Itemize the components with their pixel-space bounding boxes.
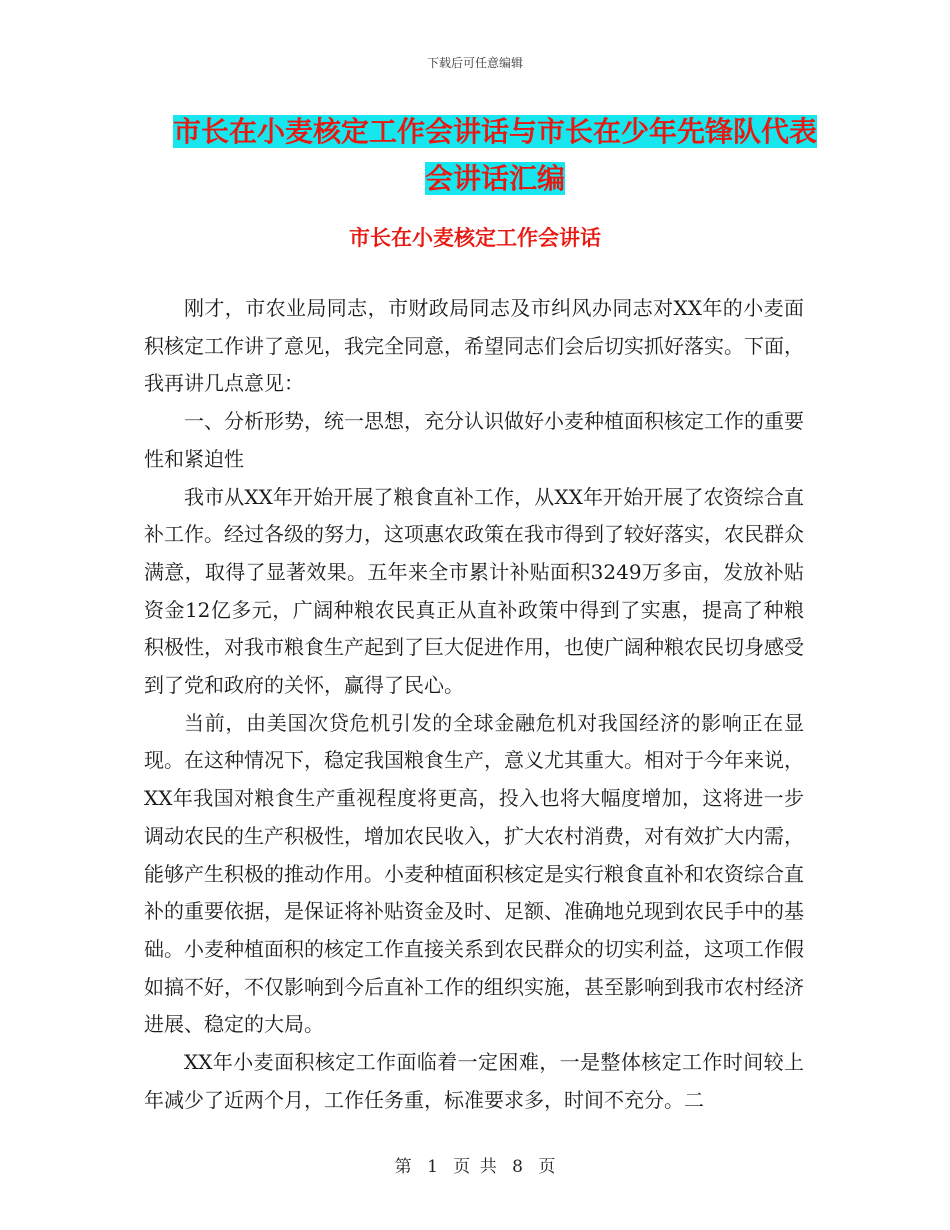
paragraph: 我市从XX年开始开展了粮食直补工作，从XX年开始开展了农资综合直补工作。经过各级的努力，这项惠农政策在我市得到了较好落实，农民群众满意，取得了显著效果。五年来全市累计补贴面积3249万多亩，发放补贴资金12亿多元，广阔种粮农民真正从直补政策中得到了实惠，提高了种粮积极性，对我市粮食生产起到了巨大促进作用，也使广阔种粮农民切身感受到了党和政府的关怀，赢得了民心。 [144, 484, 804, 698]
header-note: 下载后可任意编辑 [426, 56, 523, 70]
page-label-mid: 页 共 [453, 1157, 497, 1177]
document-title-line-2: 会讲话汇编 [424, 162, 565, 195]
paragraph: 刚才，市农业局同志，市财政局同志及市纠风办同志对XX年的小麦面积核定工作讲了意见，我完全同意，希望同志们会后切实抓好落实。下面，我再讲几点意见： [144, 296, 804, 396]
document-title-line-1: 市长在小麦核定工作会讲话与市长在少年先锋队代表 [172, 115, 817, 148]
paragraph: 一、分析形势，统一思想，充分认识做好小麦种植面积核定工作的重要性和紧迫性 [144, 409, 804, 471]
section-title: 市长在小麦核定工作会讲话 [349, 225, 601, 250]
document-title [150, 108, 840, 202]
paragraph: 当前，由美国次贷危机引发的全球金融危机对我国经济的影响正在显现。在这种情况下，稳定我国粮食生产，意义尤其重大。相对于今年来说，XX年我国对粮食生产重视程度将更高，投入也将大幅度增加，这将进一步调动农民的生产积极性，增加农民收入，扩大农村消费，对有效扩大内需，能够产生积极的推动作用。小麦种植面积核定是实行粮食直补和农资综合直补的重要依据，是保证将补贴资金及时、足额、准确地兑现到农民手中的基础。小麦种植面积的核定工作直接关系到农民群众的切实利益，这项工作假如搞不好，不仅影响到今后直补工作的组织实施，甚至影响到我市农村经济进展、稳定的大局。 [144, 710, 804, 1037]
total-pages: 8 [512, 1157, 523, 1177]
page-footer [0, 1152, 950, 1177]
paragraph: XX年小麦面积核定工作面临着一定困难，一是整体核定工作时间较上年减少了近两个月，工作任务重，标准要求多，时间不充分。二 [144, 1050, 804, 1112]
page-label-prefix: 第 [394, 1157, 412, 1177]
page-label-suffix: 页 [538, 1157, 556, 1177]
page-number: 1 [427, 1157, 438, 1177]
document-body [144, 290, 804, 1119]
